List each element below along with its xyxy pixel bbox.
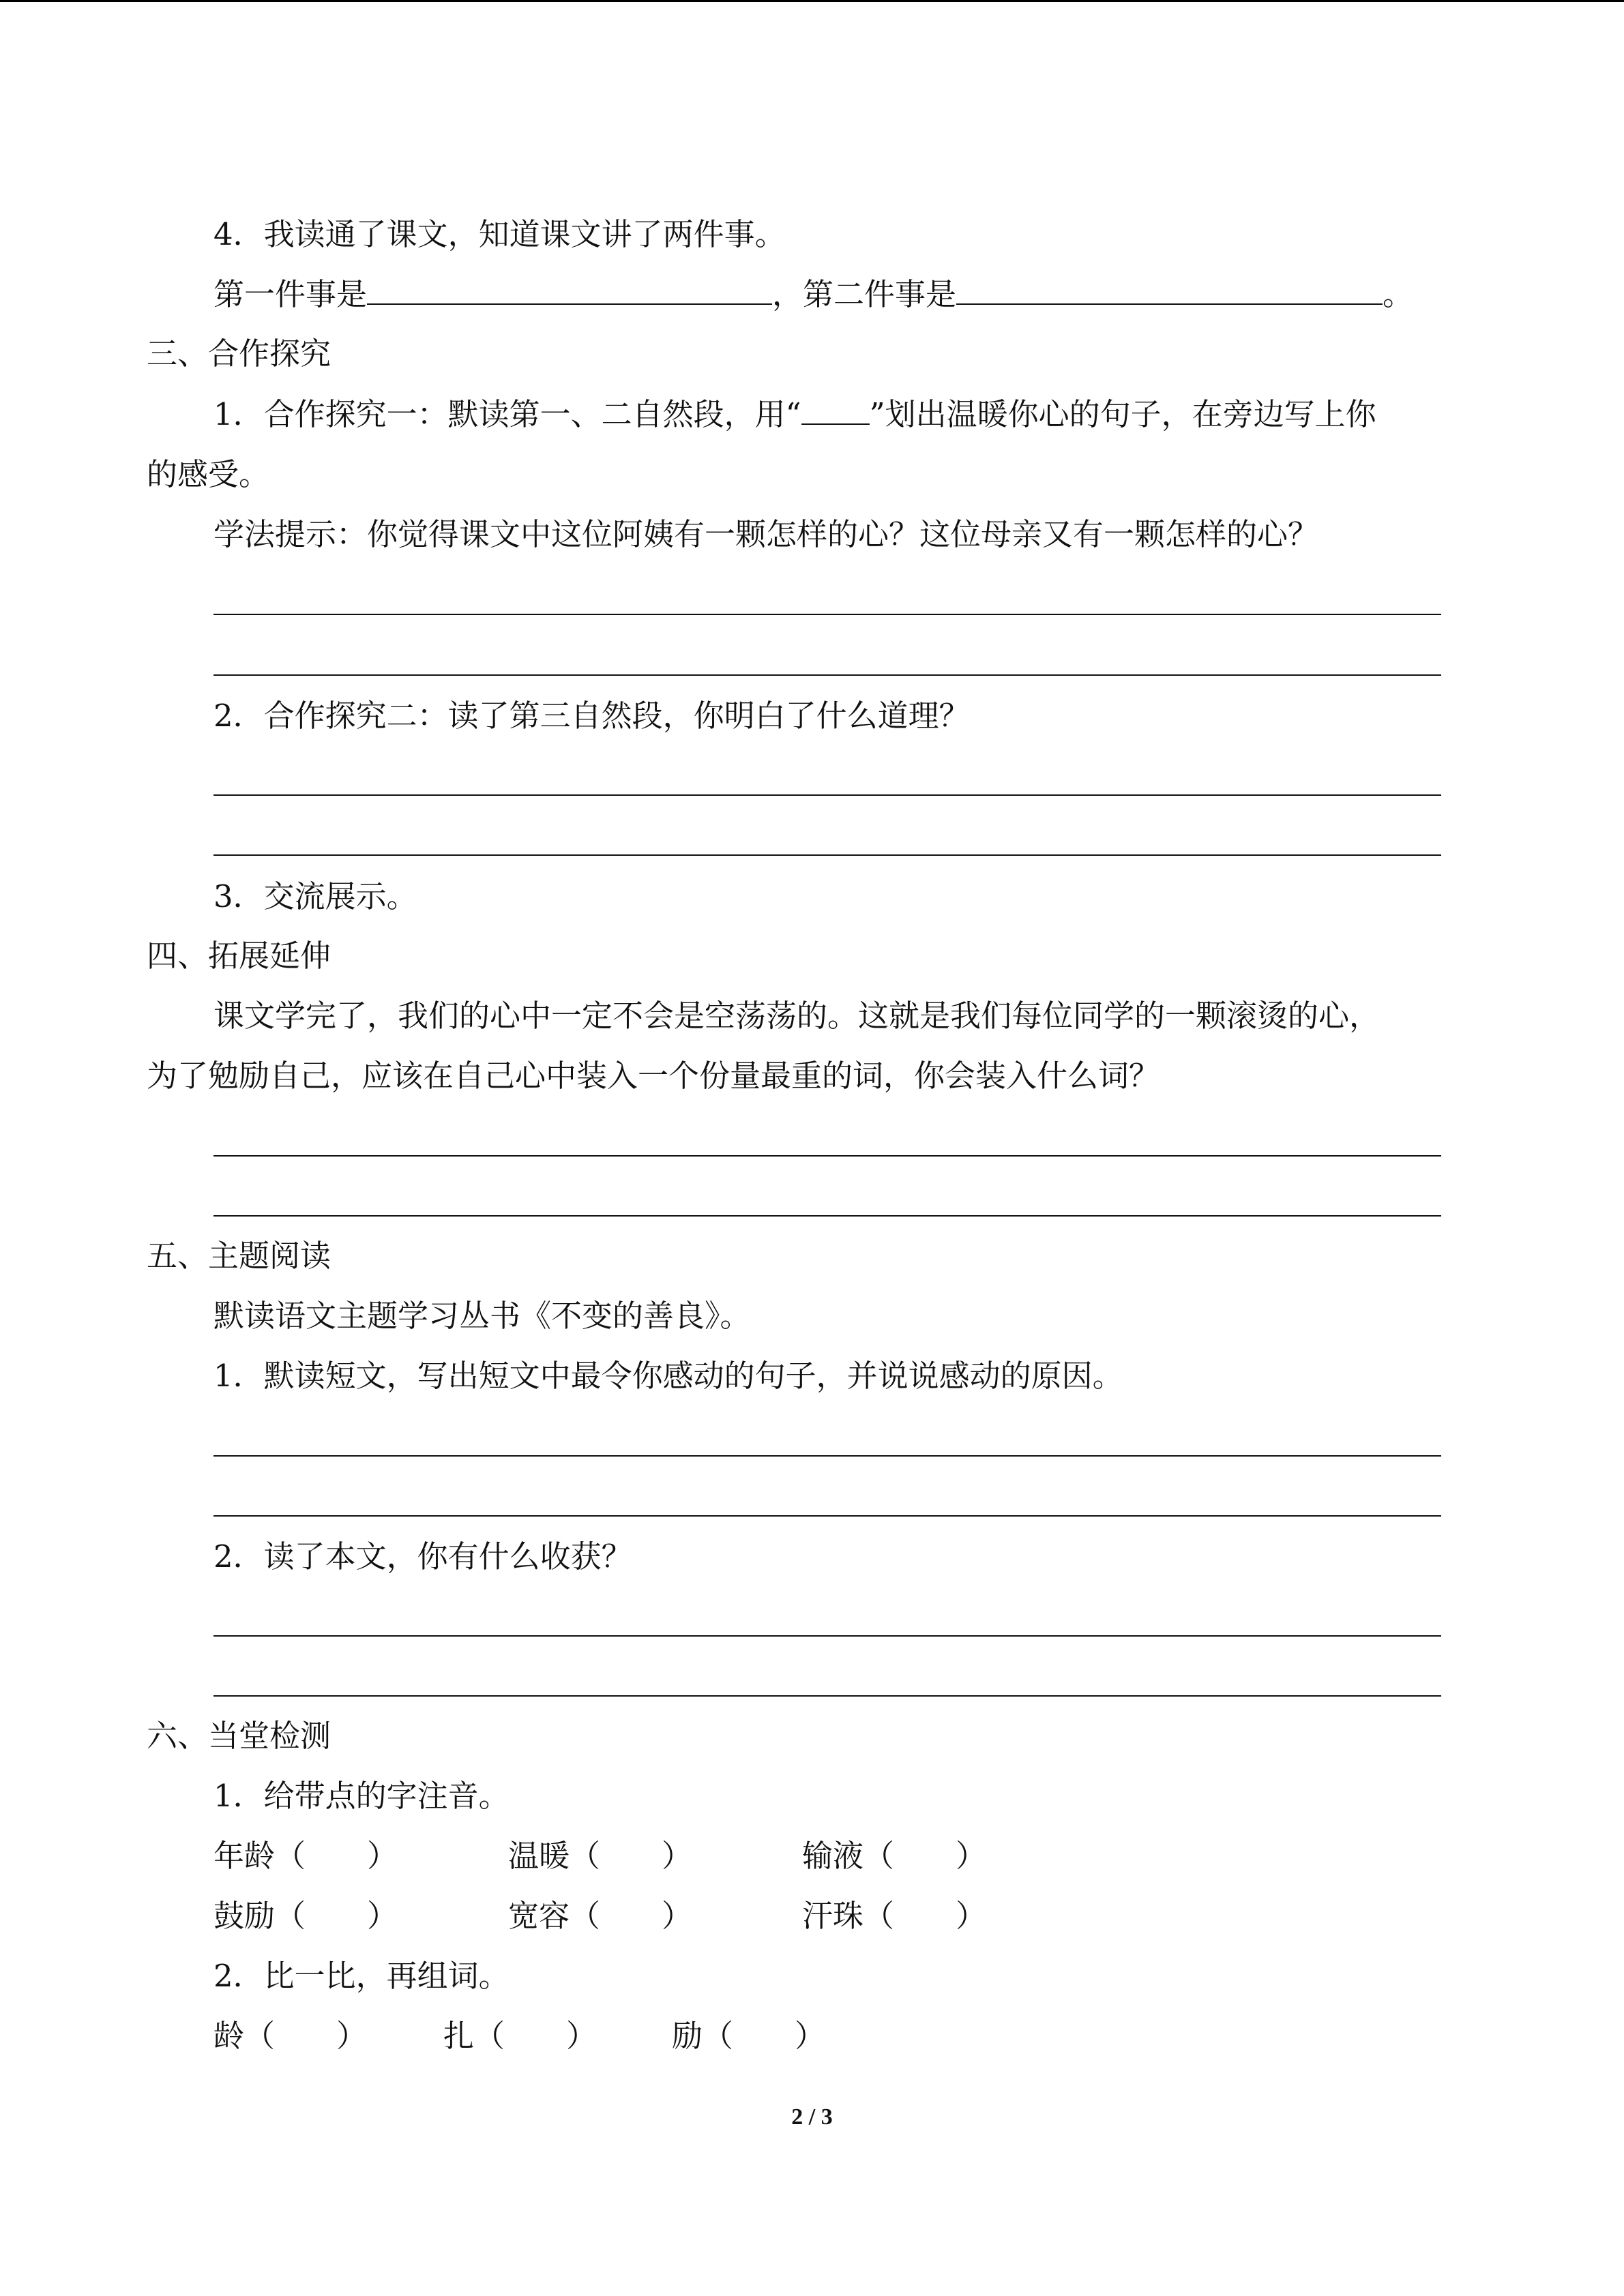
second-event-blank[interactable] (956, 278, 1383, 305)
sec6-item1: 1．给带点的字注音。 (213, 1778, 510, 1814)
answer-line[interactable] (213, 1155, 1441, 1157)
compare-item[interactable]: 龄（ ） (213, 2018, 368, 2054)
answer-line[interactable] (213, 674, 1441, 676)
q4-second-label: ，第二件事是 (772, 276, 957, 312)
answer-line[interactable] (213, 1695, 1441, 1697)
sec3-item1-cont: 的感受。 (147, 456, 270, 492)
page-number: 2 / 3 (791, 2104, 833, 2130)
sec5-intro: 默读语文主题学习丛书《不变的善良》。 (213, 1298, 751, 1334)
compare-item[interactable]: 扎（ ） (443, 2018, 597, 2054)
underline-sample (801, 398, 870, 425)
top-border (0, 0, 1624, 2)
answer-line[interactable] (213, 1635, 1441, 1637)
sec5-item2: 2．读了本文，你有什么收获？ (213, 1538, 632, 1575)
section-4-heading: 四、拓展延伸 (147, 938, 331, 974)
sec4-para1: 课文学完了，我们的心中一定不会是空荡荡的。这就是我们每位同学的一颗滚烫的心， (213, 998, 1381, 1034)
sec4-para2: 为了勉励自己，应该在自己心中装入一个份量最重的词，你会装入什么词？ (147, 1058, 1160, 1094)
section-5-heading: 五、主题阅读 (147, 1238, 331, 1274)
q4-fill-line (213, 275, 1413, 314)
pinyin-item[interactable]: 温暖（ ） (508, 1838, 693, 1874)
q4-end: 。 (1383, 276, 1414, 312)
answer-line[interactable] (213, 1455, 1441, 1457)
sec3-hint: 学法提示：你觉得课文中这位阿姨有一颗怎样的心？这位母亲又有一颗怎样的心？ (213, 516, 1319, 552)
section-6-heading: 六、当堂检测 (147, 1718, 331, 1754)
pinyin-item[interactable]: 宽容（ ） (508, 1898, 693, 1934)
sec3-item1-after: ”划出温暖你心的句子，在旁边写上你 (869, 396, 1376, 432)
q4-first-label: 第一件事是 (213, 276, 368, 312)
pinyin-item[interactable]: 鼓励（ ） (213, 1898, 398, 1934)
sec3-item1-before: 1．合作探究一：默读第一、二自然段，用“ (213, 396, 801, 432)
answer-line[interactable] (213, 794, 1441, 796)
section-3-heading: 三、合作探究 (147, 336, 331, 372)
answer-line[interactable] (213, 854, 1441, 856)
q4-text: 4．我读通了课文，知道课文讲了两件事。 (213, 216, 786, 252)
sec3-item2: 2．合作探究二：读了第三自然段，你明白了什么道理？ (213, 698, 970, 734)
answer-line[interactable] (213, 1215, 1441, 1217)
sec6-item2: 2．比一比，再组词。 (213, 1958, 510, 1994)
sec3-item3: 3．交流展示。 (213, 878, 417, 914)
pinyin-item[interactable]: 输液（ ） (802, 1838, 987, 1874)
pinyin-item[interactable]: 年龄（ ） (213, 1838, 398, 1874)
answer-line[interactable] (213, 614, 1441, 615)
sec5-item1: 1．默读短文，写出短文中最令你感动的句子，并说说感动的原因。 (213, 1358, 1123, 1394)
first-event-blank[interactable] (367, 278, 772, 305)
sec3-item1 (213, 396, 1376, 434)
compare-item[interactable]: 励（ ） (672, 2018, 826, 2054)
pinyin-item[interactable]: 汗珠（ ） (802, 1898, 987, 1934)
answer-line[interactable] (213, 1515, 1441, 1517)
